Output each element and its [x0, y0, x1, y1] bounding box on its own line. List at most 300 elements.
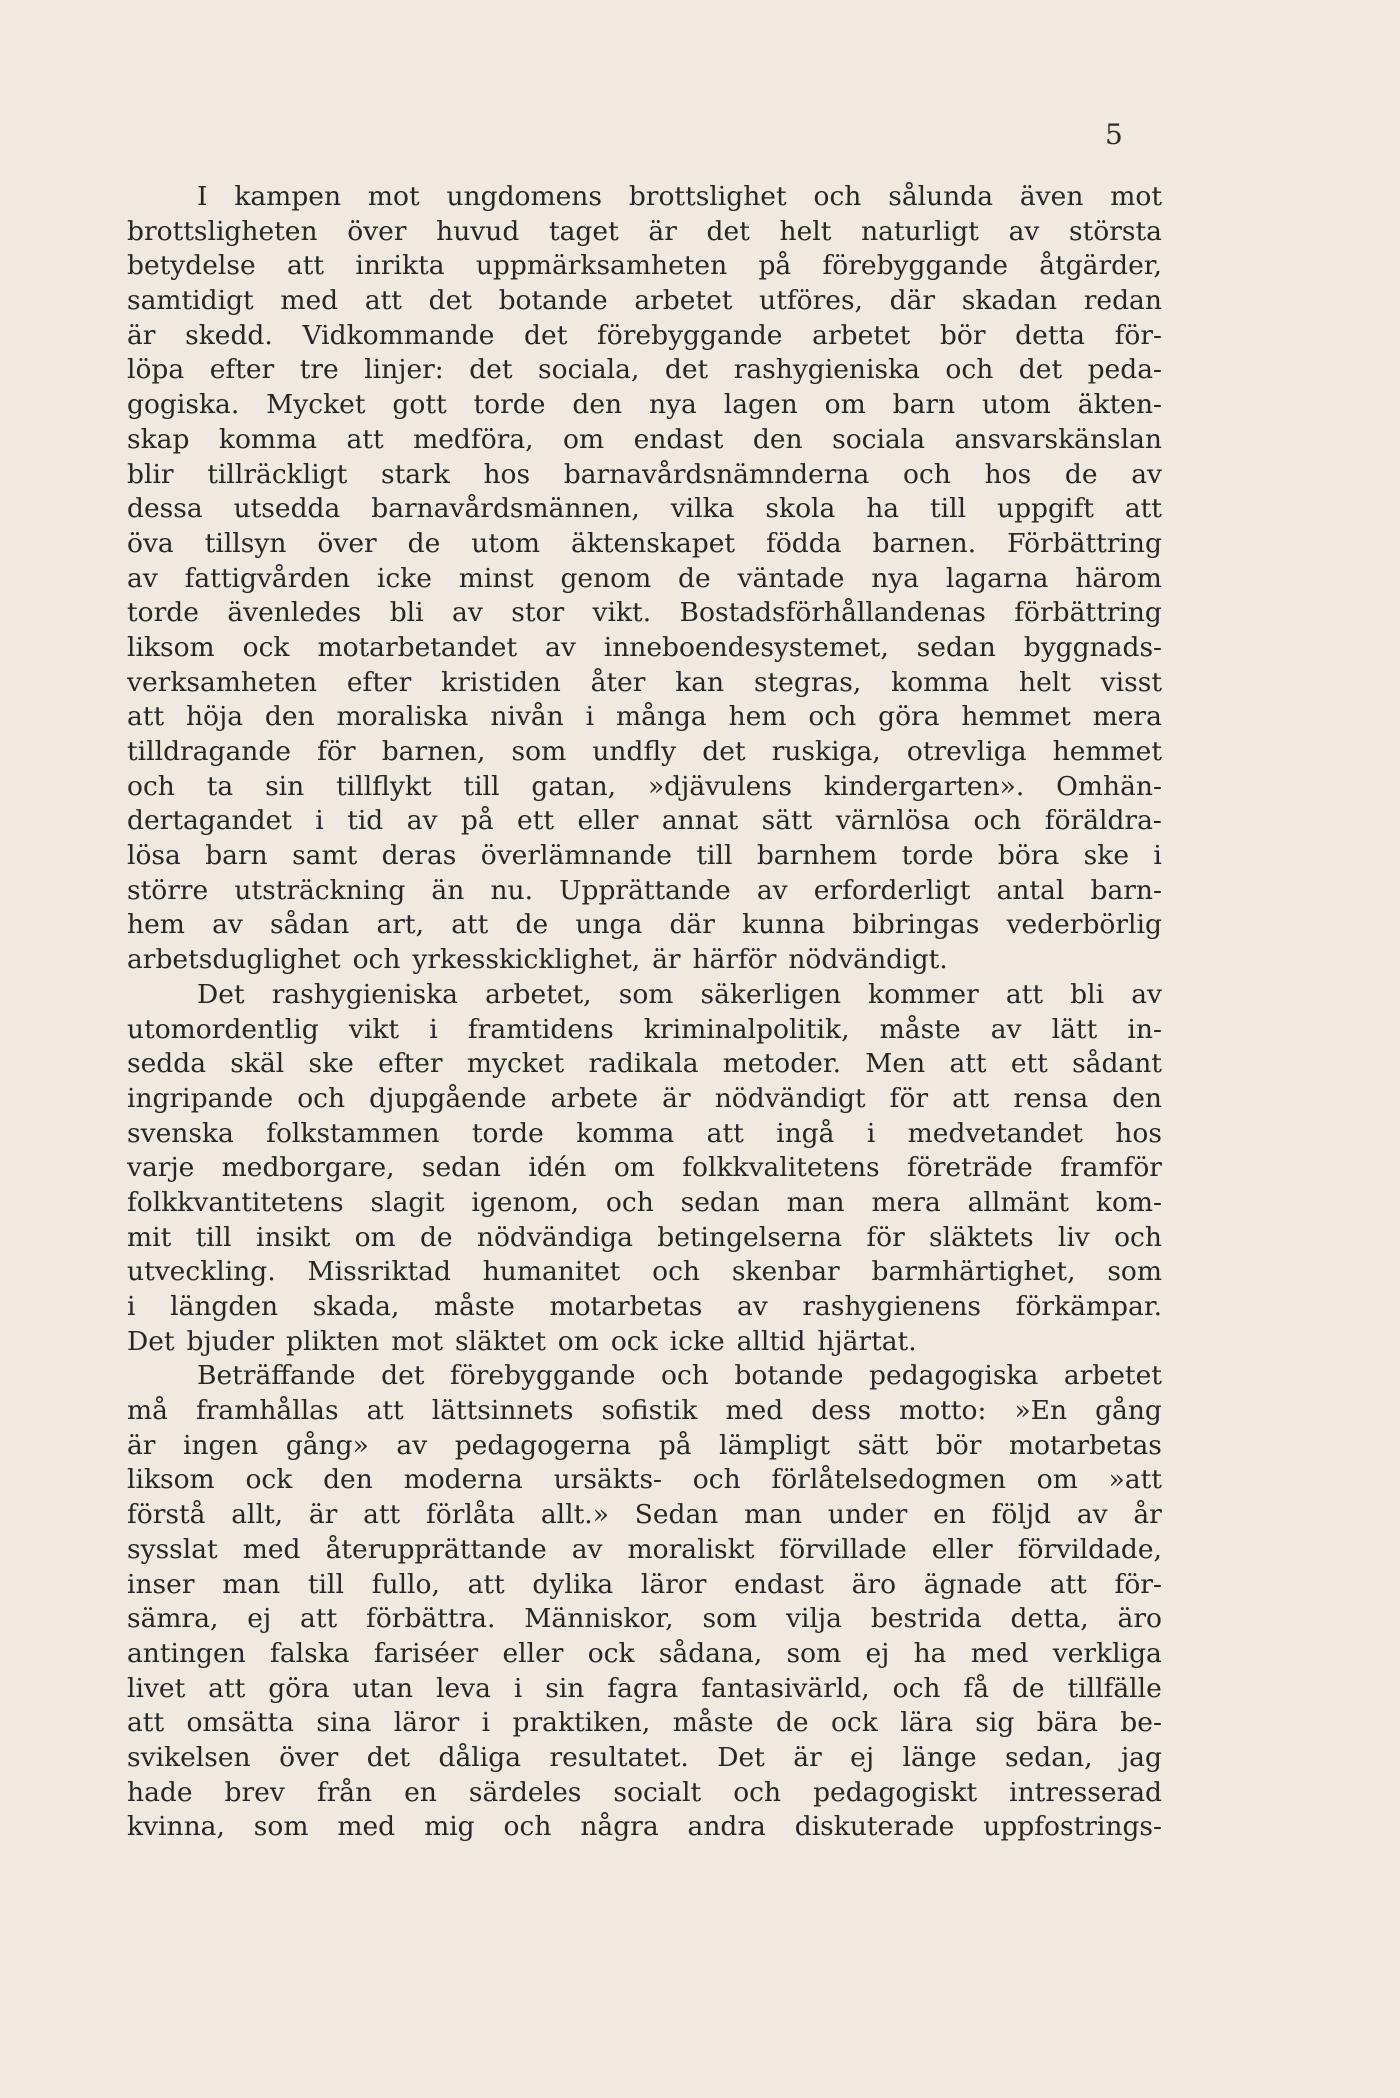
word: av: [406, 805, 438, 837]
word: där: [889, 285, 936, 317]
word: av: [1131, 978, 1162, 1010]
word: sätt: [857, 1429, 909, 1461]
word: arbetet: [812, 319, 911, 351]
word: länge: [902, 1741, 977, 1773]
word: äro: [851, 1568, 897, 1600]
word: kvinna,: [127, 1811, 225, 1843]
word: slagit: [370, 1186, 445, 1218]
word: att: [1124, 493, 1162, 525]
word: motarbetas: [549, 1291, 703, 1322]
word: sysslat: [127, 1533, 218, 1565]
word: unga: [575, 909, 643, 941]
word: yrkesskicklighet,: [412, 944, 641, 976]
word: barn: [892, 389, 956, 421]
word: större: [127, 874, 209, 906]
word: botande: [498, 285, 608, 317]
text-line: [127, 1394, 1162, 1429]
word: ej: [850, 1741, 875, 1773]
word: samt: [292, 840, 358, 872]
word: Det: [127, 1325, 175, 1357]
word: sin: [545, 1672, 585, 1704]
word: sätt: [761, 805, 813, 837]
word: att: [364, 285, 402, 317]
text-line: [127, 1151, 1162, 1186]
word: som: [702, 1603, 758, 1635]
word: komma: [891, 666, 990, 698]
word: Vidkommande: [302, 319, 495, 351]
word: arbetet,: [485, 978, 592, 1010]
word: företräde: [906, 1152, 1033, 1184]
word: hem: [728, 701, 787, 733]
text-line: [127, 1186, 1162, 1221]
word: skadan: [961, 285, 1058, 317]
word: varje: [127, 1152, 195, 1184]
word: i: [866, 1117, 876, 1149]
page-number: 5: [1105, 118, 1123, 151]
word: radikala: [588, 1048, 699, 1080]
word: genom: [560, 562, 652, 594]
text-line: [127, 839, 1162, 874]
word: torde: [473, 389, 546, 421]
word: metoder.: [722, 1048, 842, 1080]
word: torde: [901, 840, 974, 872]
word: utsträckning: [234, 874, 406, 906]
word: på: [758, 250, 792, 282]
word: motto:: [899, 1395, 987, 1427]
text-line: [127, 388, 1162, 423]
word: inrikta: [355, 250, 445, 282]
word: av: [990, 1013, 1022, 1045]
word: ske: [308, 1048, 354, 1080]
word: inneboendesystemet,: [603, 631, 889, 663]
text-line: [127, 1359, 1162, 1394]
word: sofistik: [601, 1395, 698, 1427]
word: i: [127, 1291, 136, 1322]
word: att: [949, 1048, 987, 1080]
word: från: [316, 1776, 373, 1808]
word: resultatet.: [549, 1741, 689, 1773]
word: och: [808, 701, 857, 733]
word: härför: [692, 944, 777, 976]
word: till: [463, 770, 500, 802]
word: liksom: [127, 1464, 215, 1496]
word: för-: [1114, 319, 1162, 351]
word: ingripande: [127, 1082, 274, 1114]
word: förvildade,: [1017, 1533, 1162, 1565]
word: det: [702, 736, 746, 767]
word: utom: [982, 389, 1051, 421]
word: fantasivärld,: [701, 1672, 870, 1704]
word: stegras,: [753, 666, 862, 698]
word: det: [706, 215, 750, 247]
word: man: [222, 1568, 281, 1600]
word: än: [431, 874, 465, 906]
word: de: [775, 1707, 809, 1739]
word: särdeles: [468, 1776, 582, 1808]
word: eller: [931, 1533, 993, 1565]
word: gogiska.: [127, 389, 240, 421]
word: hemmet: [1052, 736, 1162, 767]
text-line: [127, 1429, 1162, 1464]
word: bestrida: [870, 1603, 982, 1635]
word: utom: [471, 527, 541, 559]
word: med: [242, 1533, 301, 1565]
word: undfly: [592, 736, 677, 767]
word: att: [467, 1568, 505, 1600]
word: liksom: [127, 631, 215, 663]
word: svikelsen: [127, 1741, 251, 1773]
word: med: [280, 285, 339, 317]
word: alltid: [736, 1325, 806, 1357]
word: arbetsduglighet: [127, 944, 341, 976]
word: medföra,: [413, 423, 534, 455]
word: ske: [1083, 840, 1129, 872]
word: allt,: [231, 1499, 284, 1531]
word: nödvändigt.: [788, 944, 948, 976]
text-line: [127, 666, 1162, 701]
word: plikten: [286, 1325, 380, 1357]
word: hade: [127, 1776, 193, 1808]
word: över: [347, 215, 407, 247]
word: med: [337, 1811, 396, 1843]
word: ha: [913, 1637, 947, 1669]
word: »att: [1108, 1464, 1162, 1496]
word: till: [195, 1221, 232, 1253]
word: sociala: [832, 423, 926, 455]
body-text: [127, 180, 1162, 1845]
word: djupgående: [369, 1082, 527, 1114]
word: nya: [648, 389, 697, 421]
word: under: [827, 1499, 908, 1531]
word: bör: [935, 1429, 982, 1461]
word: fullo,: [371, 1568, 440, 1600]
word: svenska: [127, 1117, 234, 1149]
word: och: [661, 1360, 709, 1392]
word: rensa: [1013, 1082, 1089, 1114]
word: och: [692, 1464, 741, 1496]
word: kristiden: [441, 666, 561, 698]
word: sådant: [1072, 1048, 1162, 1080]
word: om: [824, 389, 866, 421]
word: moderna: [403, 1464, 523, 1496]
text-line: [127, 215, 1162, 250]
word: omsätta: [186, 1707, 295, 1739]
text-line: [127, 1637, 1162, 1672]
word: många: [615, 701, 707, 733]
word: insikt: [255, 1221, 331, 1253]
word: som: [1107, 1256, 1162, 1288]
word: de: [1064, 458, 1098, 490]
word: Upprättande: [559, 874, 731, 906]
word: åtgärder,: [1039, 250, 1162, 282]
word: medvetandet: [907, 1117, 1083, 1149]
word: hemmet: [961, 701, 1071, 733]
word: för-: [1114, 1568, 1162, 1600]
word: för: [866, 1221, 905, 1253]
word: medborgare,: [221, 1152, 395, 1184]
word: det: [664, 354, 709, 386]
word: Det: [197, 978, 245, 1010]
word: som: [511, 736, 567, 767]
word: tillfälle: [1067, 1672, 1162, 1704]
word: sina: [316, 1707, 372, 1739]
word: bör: [939, 319, 986, 351]
word: bli: [389, 597, 424, 629]
word: förebyggande: [449, 1360, 636, 1392]
word: motarbetandet: [317, 631, 518, 663]
word: göra: [878, 701, 940, 733]
word: är: [652, 944, 681, 976]
word: förlåta: [425, 1499, 516, 1531]
word: ävenledes: [227, 597, 362, 629]
word: Men: [865, 1048, 926, 1080]
word: Beträffande: [197, 1360, 356, 1392]
word: detta: [1015, 319, 1085, 351]
word: ock: [245, 1464, 293, 1496]
word: förstå: [127, 1499, 206, 1531]
word: förlåtelsedogmen: [771, 1464, 1006, 1496]
text-line: [127, 978, 1162, 1013]
word: skedd.: [185, 319, 273, 351]
word: mot: [1110, 181, 1162, 212]
word: skap: [127, 423, 190, 455]
text-line: [127, 700, 1162, 735]
word: betingelserna: [657, 1221, 843, 1253]
word: naturligt: [861, 215, 979, 247]
word: få: [963, 1672, 990, 1704]
word: sin: [265, 770, 305, 802]
word: Missriktad: [307, 1256, 451, 1288]
word: motarbetas: [1008, 1429, 1162, 1461]
word: kommer: [868, 978, 979, 1010]
word: uppgift: [997, 493, 1094, 525]
word: äkten-: [1077, 389, 1162, 421]
word: om: [1036, 1464, 1078, 1496]
word: kunna: [742, 909, 826, 941]
word: eller: [502, 1637, 564, 1669]
word: socialt: [613, 1776, 702, 1808]
word: utan: [352, 1672, 414, 1704]
word: den: [572, 389, 623, 421]
text-line: [127, 180, 1162, 215]
word: den: [264, 701, 315, 733]
word: kom-: [1095, 1186, 1162, 1218]
word: säkerligen: [700, 978, 842, 1010]
word: rashygienens: [802, 1291, 982, 1322]
word: göra: [268, 1672, 330, 1704]
word: antal: [996, 874, 1065, 906]
word: den: [752, 423, 803, 455]
text-line: [127, 1810, 1162, 1845]
word: art,: [376, 909, 425, 941]
word: gång»: [285, 1429, 369, 1461]
text-line: [127, 492, 1162, 527]
word: betydelse: [127, 250, 256, 282]
word: sedan: [421, 1152, 501, 1184]
word: år: [1133, 1499, 1162, 1531]
word: rashygieniska: [271, 978, 458, 1010]
word: fariséer: [373, 1637, 479, 1669]
word: stark: [380, 458, 450, 490]
word: pedagogerna: [454, 1429, 632, 1461]
word: om: [354, 1221, 396, 1253]
word: Mycket: [266, 389, 366, 421]
word: tillräckligt: [207, 458, 348, 490]
word: sedda: [127, 1048, 207, 1080]
word: deras: [381, 840, 457, 872]
word: annat: [661, 805, 739, 837]
word: ursäkts-: [553, 1464, 663, 1496]
word: läror: [640, 1568, 707, 1600]
word: gott: [392, 389, 447, 421]
word: lätt: [1051, 1013, 1098, 1045]
word: av: [571, 1533, 603, 1565]
word: arbetet: [634, 285, 733, 317]
word: med: [725, 1395, 784, 1427]
word: måste: [879, 1013, 961, 1045]
word: dylika: [532, 1568, 614, 1600]
word: födda: [766, 527, 842, 559]
word: igenom,: [471, 1186, 580, 1218]
word: mot: [391, 1325, 444, 1357]
word: antingen: [127, 1637, 246, 1669]
word: äktenskapet: [571, 527, 736, 559]
word: tre: [299, 354, 339, 386]
word: hjärtat.: [817, 1325, 917, 1357]
word: mycket: [466, 1048, 565, 1080]
text-line: [127, 527, 1162, 562]
word: helt: [1019, 666, 1071, 698]
text-line: [127, 596, 1162, 631]
word: sociala,: [538, 354, 640, 386]
word: åter: [590, 666, 646, 698]
text-line: [127, 1672, 1162, 1707]
word: hem: [127, 909, 185, 941]
word: komma: [218, 423, 317, 455]
word: av: [452, 597, 483, 629]
word: och: [503, 1811, 552, 1843]
text-line: [127, 1706, 1162, 1741]
word: att: [346, 423, 384, 455]
word: andra: [687, 1811, 766, 1843]
word: de: [419, 1221, 453, 1253]
word: och: [605, 1186, 654, 1218]
word: för: [317, 736, 356, 767]
word: taget: [548, 215, 619, 247]
word: tilldragande: [127, 736, 291, 767]
word: på: [460, 805, 494, 837]
word: pedagogiska: [869, 1360, 1039, 1392]
text-line: [127, 735, 1162, 770]
word: lättsinnets: [431, 1395, 574, 1427]
word: barn-: [1090, 874, 1162, 906]
word: praktiken,: [512, 1707, 651, 1739]
word: brev: [224, 1776, 285, 1808]
word: för: [889, 1082, 929, 1114]
word: av: [545, 631, 576, 663]
word: kan: [675, 666, 725, 698]
word: utomordentlig: [127, 1013, 319, 1045]
word: jag: [1120, 1741, 1162, 1773]
text-line: [127, 1776, 1162, 1811]
word: över: [317, 527, 377, 559]
word: mot: [367, 181, 420, 212]
word: ingen: [183, 1429, 259, 1461]
word: löpa: [127, 354, 185, 386]
word: och: [973, 805, 1022, 837]
word: uppmärksamheten: [475, 250, 728, 282]
word: hos: [984, 458, 1032, 490]
word: måste: [672, 1707, 754, 1739]
word: sålunda: [888, 181, 994, 212]
word: barnavårdsmännen,: [371, 493, 640, 525]
word: en: [933, 1499, 966, 1531]
word: rashygieniska: [733, 354, 920, 386]
word: utveckling.: [127, 1256, 276, 1288]
text-line: [127, 423, 1162, 458]
word: brottsligheten: [127, 215, 318, 247]
word: ägnade: [923, 1568, 1023, 1600]
text-line: [127, 1082, 1162, 1117]
word: äro: [1117, 1603, 1162, 1635]
word: moraliskt: [627, 1533, 755, 1565]
word: sådana,: [658, 1637, 763, 1669]
word: komma: [576, 1117, 675, 1149]
text-line: [127, 631, 1162, 666]
word: bibringas: [852, 909, 980, 941]
text-line: [127, 1047, 1162, 1082]
word: I: [197, 181, 208, 212]
word: lagarna: [945, 562, 1049, 594]
text-line: [127, 804, 1162, 839]
word: släktets: [929, 1221, 1034, 1253]
word: detta,: [1010, 1603, 1089, 1635]
word: barnhem: [756, 840, 878, 872]
word: mig: [424, 1811, 475, 1843]
word: nödvändiga: [476, 1221, 633, 1253]
word: allmänt: [967, 1186, 1070, 1218]
word: torde: [471, 1117, 544, 1149]
word: i: [1153, 840, 1162, 872]
word: lagen: [723, 389, 798, 421]
word: att: [286, 250, 325, 282]
word: om: [563, 423, 605, 455]
text-line: [127, 249, 1162, 284]
word: leva: [435, 1672, 491, 1704]
word: dess: [811, 1395, 872, 1427]
word: några: [580, 1811, 659, 1843]
word: be-: [1120, 1707, 1162, 1739]
word: böra: [997, 840, 1060, 872]
word: ock: [610, 1325, 658, 1357]
word: ha: [866, 493, 900, 525]
word: att: [127, 1707, 165, 1739]
word: är: [127, 319, 156, 351]
word: att: [706, 1117, 744, 1149]
word: och: [297, 1082, 346, 1114]
word: huvud: [436, 215, 520, 247]
word: de: [407, 527, 441, 559]
word: största: [1069, 215, 1162, 247]
word: att: [1005, 978, 1044, 1010]
word: sedan: [916, 631, 996, 663]
word: är: [127, 1429, 156, 1461]
word: mera: [871, 1186, 941, 1218]
word: måste: [434, 1291, 515, 1322]
word: de: [1011, 1672, 1045, 1704]
word: tid: [347, 805, 384, 837]
word: hos: [1115, 1117, 1162, 1149]
